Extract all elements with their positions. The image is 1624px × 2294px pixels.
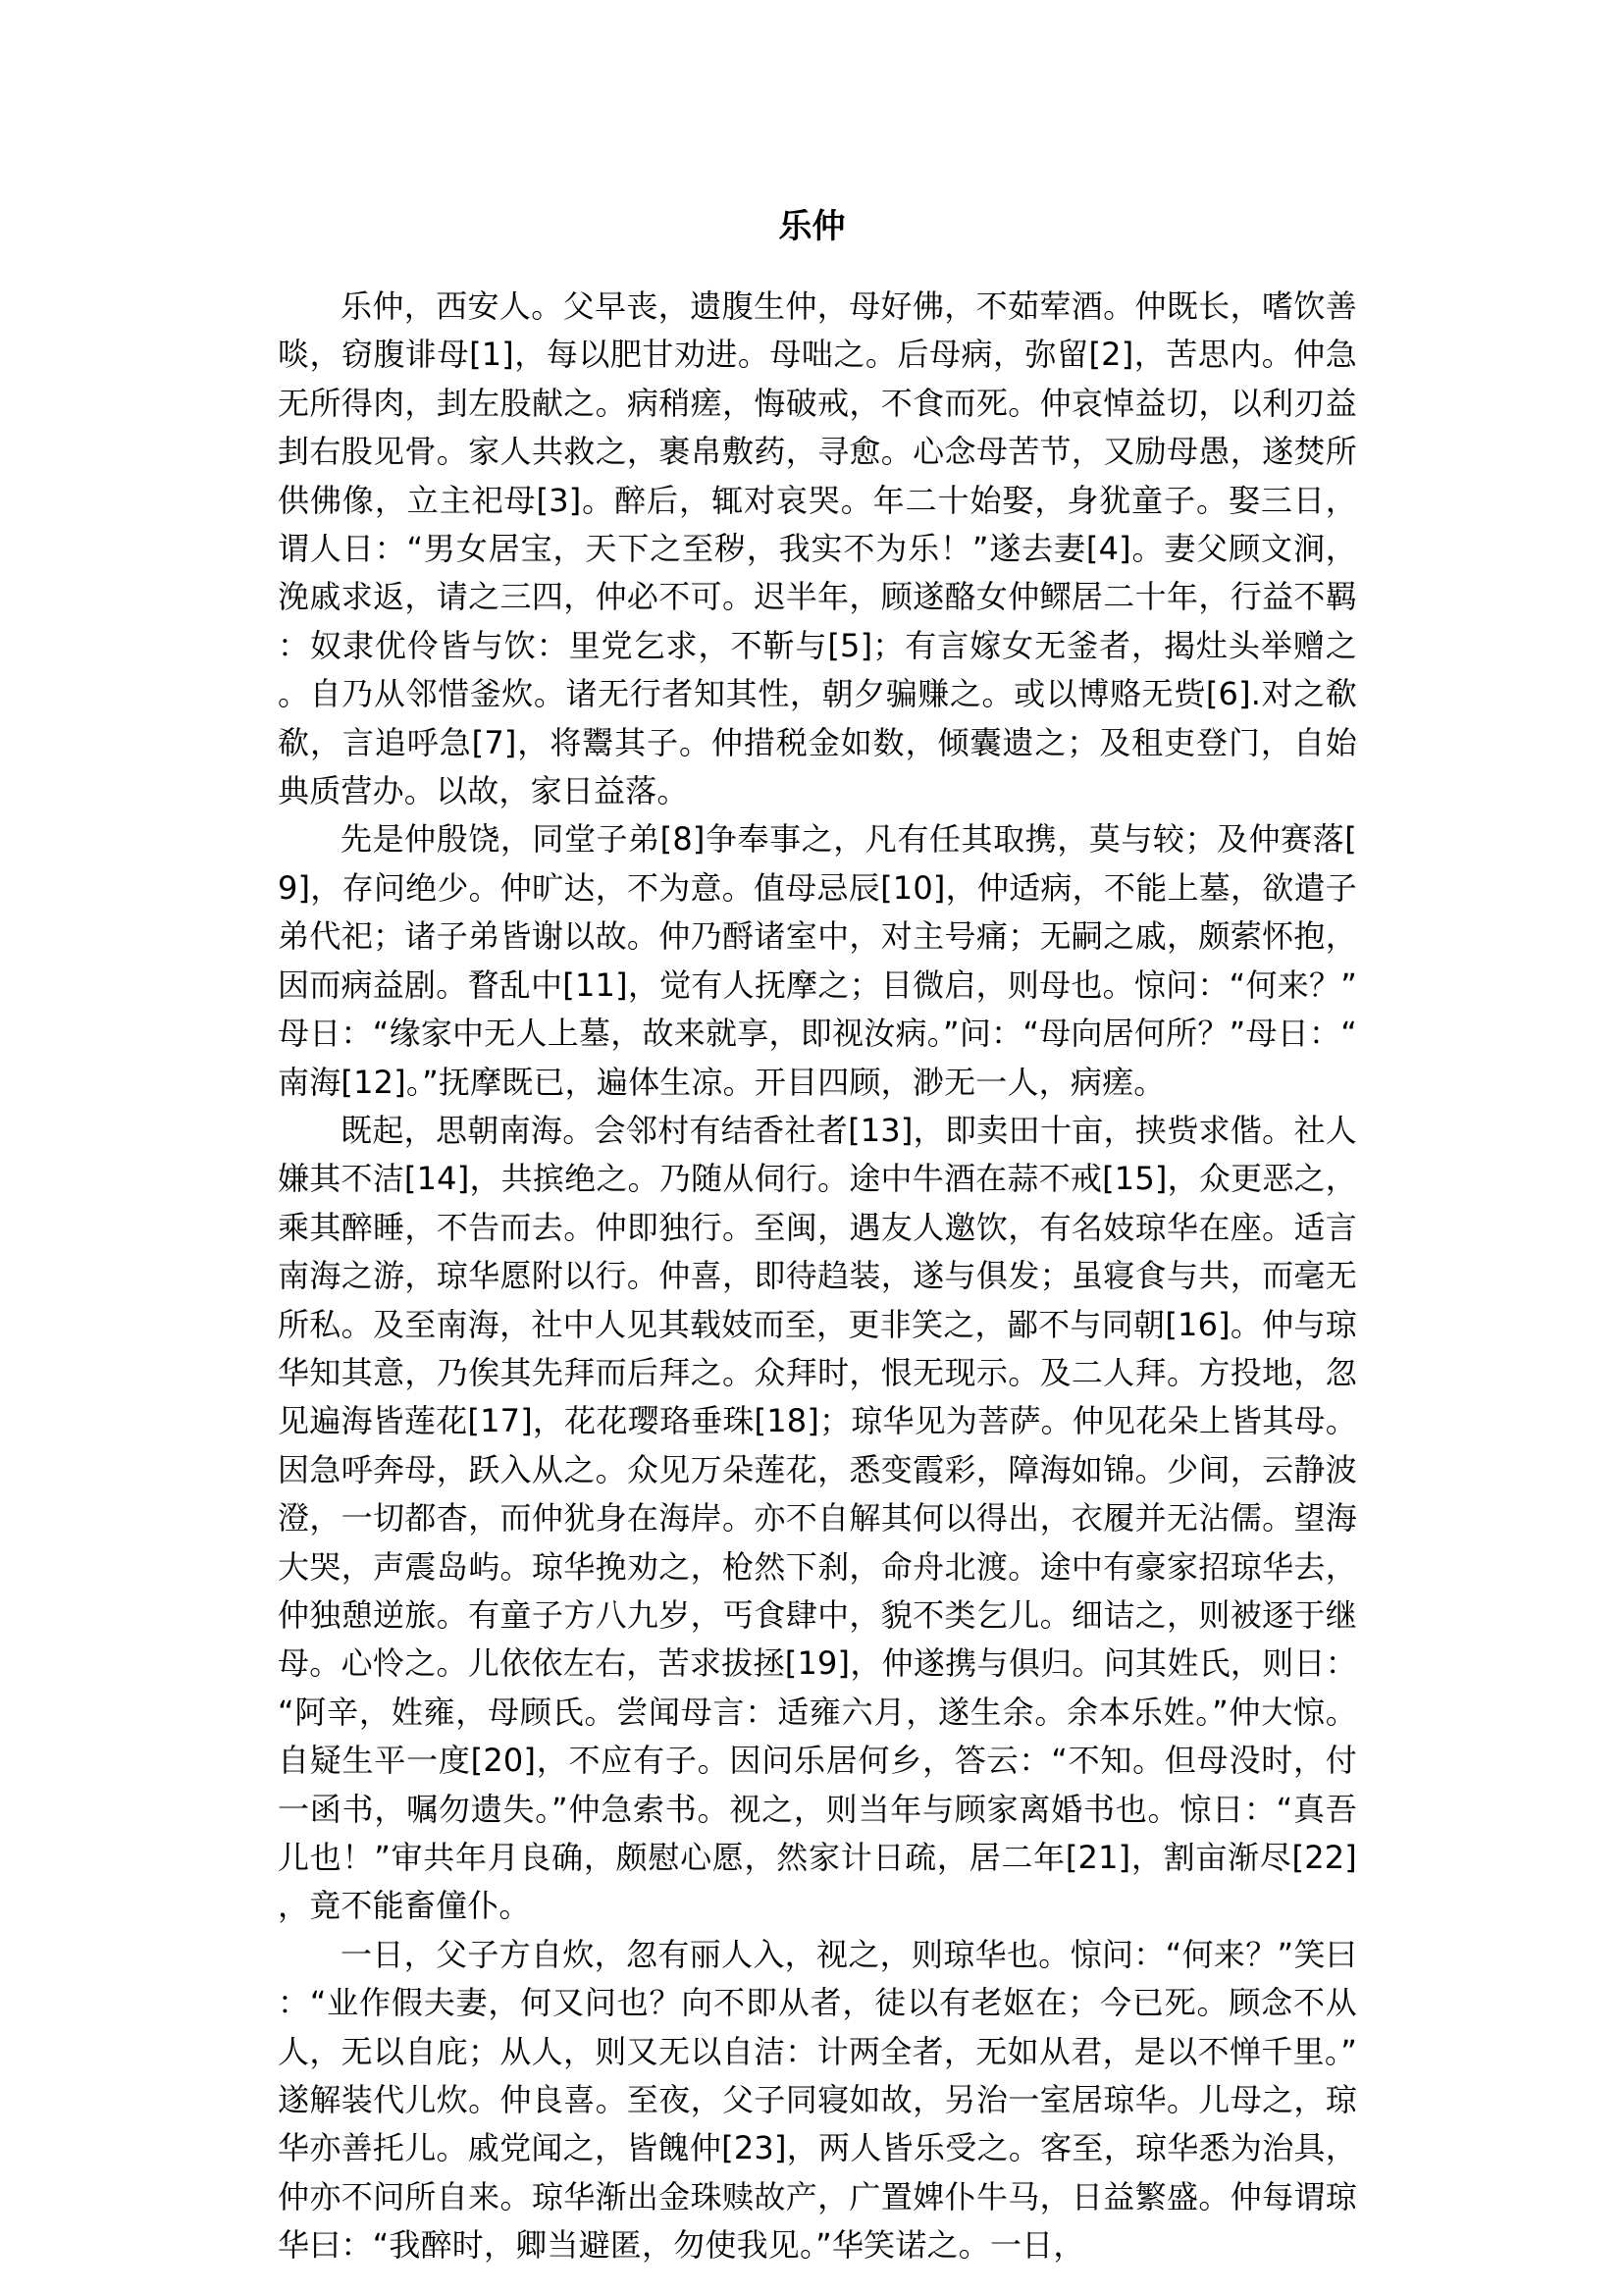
document-title: 乐仲 [778, 207, 846, 246]
paragraph-2: 先是仲殷饶，同堂子弟[8]争奉事之，凡有任其取携，莫与较；及仲赛落[9]，存问绝少。仲旷达，不为意。值母忌辰[10]，仲适病，不能上墓，欲遣子弟代祀；诸子弟皆谢以故。仲乃酹诸室中，对主号痛；无嗣之戚，颇萦怀抱，因而病益剧。瞀乱中[11]，觉有人抚摩之；目微启，则母也。惊问：“何来？”母日：“缘家中无人上墓，故来就享，即视汝病。”问：“母向居何所？”母日：“南海[12]。”抚摩既已，遍体生凉。开目四顾，渺无一人，病瘥。 [278, 820, 1357, 1101]
paragraph-1: 乐仲，西安人。父早丧，遗腹生仲，母好佛，不茹荤酒。仲既长，嗜饮善啖，窃腹诽母[1]，每以肥甘劝进。母咄之。后母病，弥留[2]，苦思内。仲急无所得肉，刲左股献之。病稍瘥，悔破戒，不食而死。仲哀悼益切，以利刃益刲右股见骨。家人共救之，裹帛敷药，寻愈。心念母苦节，又励母愚，遂焚所供佛像，立主祀母[3]。醉后，辄对哀哭。年二十始娶，身犹童子。娶三日，谓人日：“男女居宝，天下之至秽，我实不为乐！”遂去妻[4]。妻父顾文涧，浼戚求返，请之三四，仲必不可。迟半年，顾遂酪女仲鳏居二十年，行益不羁：奴隶优伶皆与饮：里党乞求，不靳与[5]；有言嫁女无釜者，揭灶头举赠之。自乃从邻惜釜炊。诸无行者知其性，朝夕骗赚之。或以博赂无赀[6].对之欷欷，言追呼急[7]，将鬻其子。仲措税金如数，倾囊遗之；及租吏登门，自始典质营办。以故，家日益落。 [278, 287, 1357, 810]
paragraph-3: 既起，思朝南海。会邻村有结香社者[13]，即卖田十亩，挟赀求偕。社人嫌其不洁[14]，共摈绝之。乃随从伺行。途中牛酒在蒜不戒[15]，众更恶之，乘其醉睡，不告而去。仲即独行。至闽，遇友人邀饮，有名妓琼华在座。适言南海之游，琼华愿附以行。仲喜，即待趋装，遂与俱发；虽寝食与共，而毫无所私。及至南海，社中人见其载妓而至，更非笑之，鄙不与同朝[16]。仲与琼华知其意，乃俟其先拜而后拜之。众拜时，恨无现示。及二人拜。方投地，忽见遍海皆莲花[17]，花花璎珞垂珠[18]；琼华见为菩萨。仲见花朵上皆其母。因急呼奔母，跃入从之。众见万朵莲花，悉变霞彩，障海如锦。少间，云静波澄，一切都杳，而仲犹身在海岸。亦不自解其何以得出，衣履并无沾儒。望海大哭，声震岛屿。琼华挽劝之，枪然下刹，命舟北渡。途中有豪家招琼华去，仲独憩逆旅。有童子方八九岁，丐食肆中，貌不类乞儿。细诘之，则被逐于继母。心怜之。儿依依左右，苦求拔拯[19]，仲遂携与俱归。问其姓氏，则日：“阿辛，姓雍，母顾氏。尝闻母言：适雍六月，遂生余。余本乐姓。”仲大惊。自疑生平一度[20]，不应有子。因问乐居何乡，答云：“不知。但母没时，付一函书，嘱勿遗失。”仲急索书。视之，则当年与顾家离婚书也。惊日：“真吾儿也！”审共年月良确，颇慰心愿，然家计日疏，居二年[21]，割亩渐尽[22]，竟不能畜僮仆。 [278, 1111, 1357, 1925]
document-body [278, 283, 1357, 2270]
paragraph-4: 一日，父子方自炊，忽有丽人入，视之，则琼华也。惊问：“何来？”笑曰：“业作假夫妻，何又问也？向不即从者，徒以有老妪在；今已死。顾念不从人，无以自庇；从人，则又无以自洁：计两全者，无如从君，是以不惮千里。”遂解装代儿炊。仲良喜。至夜，父子同寝如故，另治一室居琼华。儿母之，琼华亦善托儿。戚党闻之，皆餽仲[23]，两人皆乐受之。客至，琼华悉为治具，仲亦不问所自来。琼华渐出金珠赎故产，广置婢仆牛马，日益繁盛。仲每谓琼华曰：“我醉时，卿当避匿，勿使我见。”华笑诺之。一日， [278, 1935, 1357, 2265]
